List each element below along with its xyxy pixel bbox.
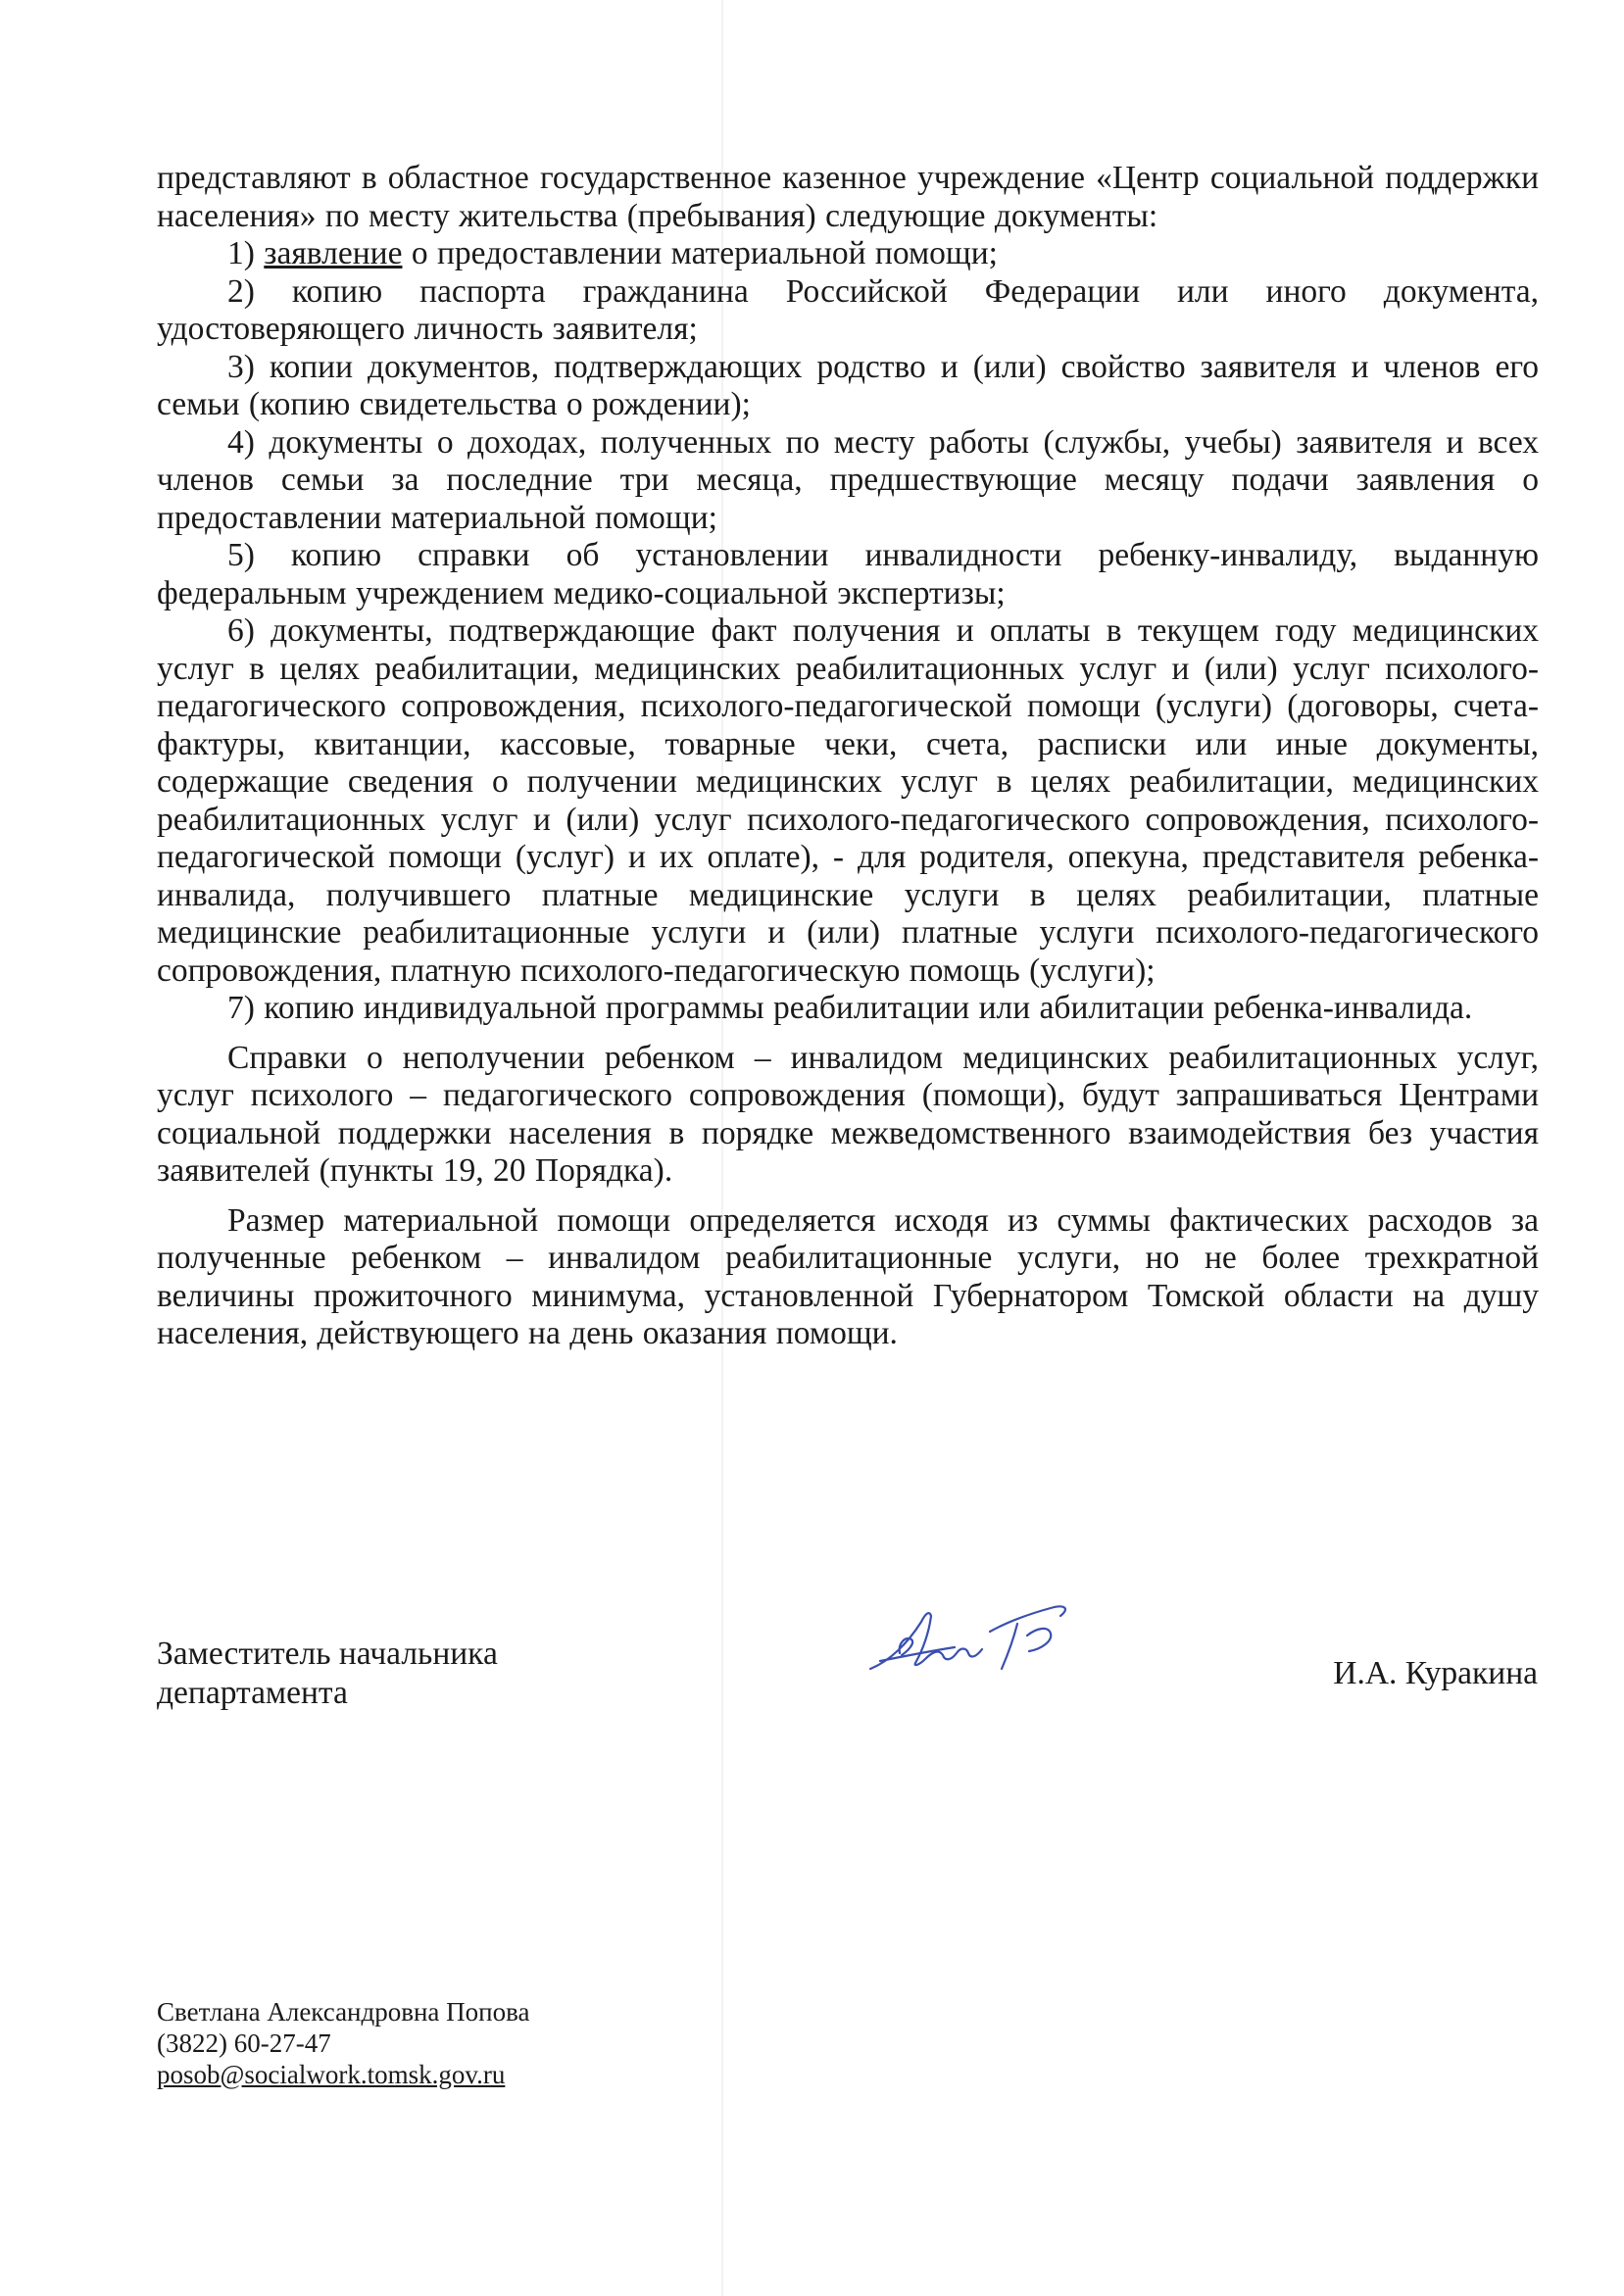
intro-paragraph: представляют в областное государственное казенное учреждение «Центр социальной поддержки населения» по месту жительства (пребывания) следующие документы: [157,160,1539,234]
list-item-6: 6) документы, подтверждающие факт получения и оплаты в текущем году медицинских услуг в целях реабилитации, медицинских реабилитационных услуг и (или) услуг психолого-педагогического сопровождения, психолого-педагогической помощи (услуги) (договоры, счета-фактуры, квитанции, кассовые, товарные чеки, счета, расписки или иные документы, содержащие сведения о получении медицинских услуг в целях реабилитации, медицинских реабилитационных услуг и (или) услуг психолого-педагогического сопровождения, психолого-педагогической помощи (услуг) и их оплате), - для родителя, опекуна, представителя ребенка-инвалида, получившего платные медицинские услуги в целях реабилитации, платные медицинские реабилитационные услуги и (или) платные услуги психолого-педагогического сопровождения, платную психолого-педагогическую помощь (услуги); [157,612,1539,989]
contact-name: Светлана Александровна Попова [157,1997,530,2027]
position-line-1: Заместитель начальника [157,1636,498,1672]
amount-paragraph: Размер материальной помощи определяется исходя из суммы фактических расходов за полученные ребенком – инвалидом реабилитационные услуги, но не более трехкратной величины прожиточного минимума, установленной Губернатором Томской области на душу населения, действующего на день оказания помощи. [157,1201,1539,1351]
application-link[interactable]: заявление [264,235,403,271]
position-line-2: департамента [157,1675,348,1711]
signatory-position [157,1635,706,1713]
list-item-2: 2) копию паспорта гражданина Российской Федерации или иного документа, удостоверяющего личность заявителя; [157,272,1539,347]
references-paragraph: Справки о неполучении ребенком – инвалидом медицинских реабилитационных услуг, услуг психолого – педагогического сопровождения (помощи), будут запрашиваться Центрами социальной поддержки населения в порядке межведомственного взаимодействия без участия заявителей (пункты 19, 20 Порядка). [157,1039,1539,1189]
list-item-1 [157,235,1539,273]
contact-phone: (3822) 60-27-47 [157,2028,331,2058]
list-item-1-number: 1) [227,235,265,271]
letter-body [157,160,1539,1353]
contact-email-link[interactable]: posob@socialwork.tomsk.gov.ru [157,2060,506,2089]
list-item-5: 5) копию справки об установлении инвалидности ребенку-инвалиду, выданную федеральным учреждением медико-социальной экспертизы; [157,537,1539,611]
list-item-1-text: о предоставлении материальной помощи; [402,235,998,271]
list-item-4: 4) документы о доходах, полученных по месту работы (службы, учебы) заявителя и всех членов семьи за последние три месяца, предшествующие месяцу подачи заявления о предоставлении материальной помощи; [157,423,1539,536]
signatory-name: И.А. Куракина [1333,1655,1538,1691]
list-item-3: 3) копии документов, подтверждающих родство и (или) свойство заявителя и членов его семьи (копию свидетельства о рождении); [157,348,1539,422]
list-item-7: 7) копию индивидуальной программы реабилитации или абилитации ребенка-инвалида. [227,990,1473,1026]
contact-block [157,1996,745,2090]
handwritten-signature [861,1592,1106,1690]
